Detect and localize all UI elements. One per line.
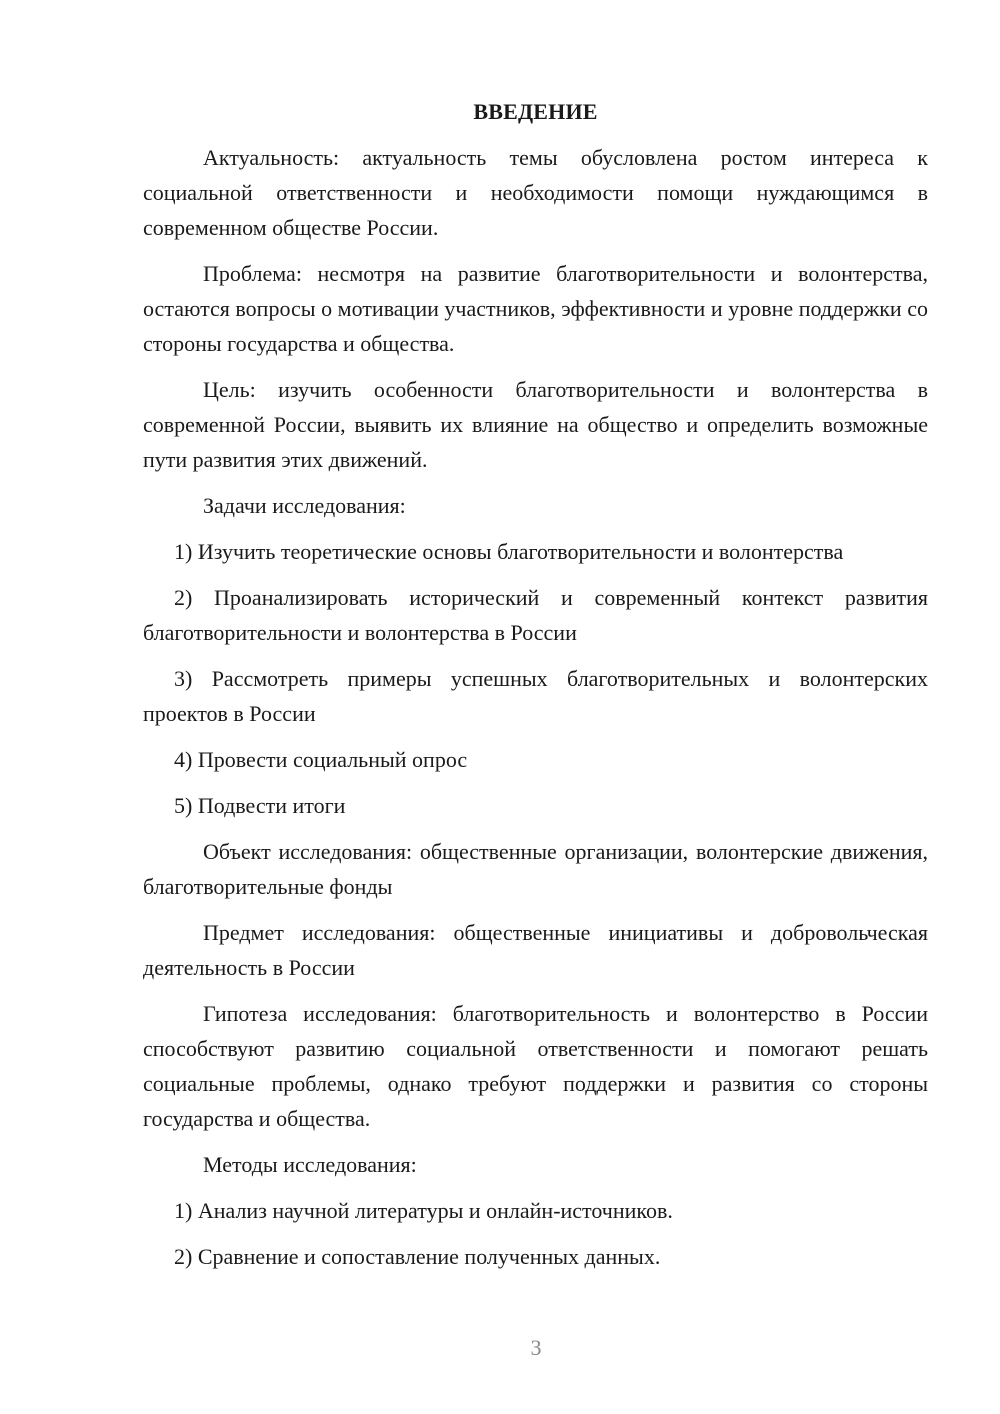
method-item-2: 2) Сравнение и сопоставление полученных данных. xyxy=(174,1244,661,1269)
section-title: ВВЕДЕНИЕ xyxy=(473,99,598,124)
paragraph-relevance: Актуальность: актуальность темы обусловлена ростом интереса к социальной ответственности и необходимости помощи нуждающимся в современном обществе России. xyxy=(143,145,928,240)
page-number: 3 xyxy=(530,1335,542,1360)
paragraph-methods-heading: Методы исследования: xyxy=(203,1152,417,1177)
document-page xyxy=(143,94,928,1285)
paragraph-subject: Предмет исследования: общественные инициативы и добровольческая деятельность в России xyxy=(143,920,928,980)
task-item-1: 1) Изучить теоретические основы благотворительности и волонтерства xyxy=(174,539,844,564)
task-item-2: 2) Проанализировать исторический и современный контекст развития благотворительности и волонтерства в России xyxy=(143,585,928,645)
task-item-5: 5) Подвести итоги xyxy=(174,793,346,818)
paragraph-goal: Цель: изучить особенности благотворительности и волонтерства в современной России, выявить их влияние на общество и определить возможные пути развития этих движений. xyxy=(143,377,928,472)
paragraph-tasks-heading: Задачи исследования: xyxy=(203,493,406,518)
method-item-1: 1) Анализ научной литературы и онлайн-источников. xyxy=(174,1198,673,1223)
paragraph-hypothesis: Гипотеза исследования: благотворительность и волонтерство в России способствуют развитию социальной ответственности и помогают решать социальные проблемы, однако требуют поддержки и развития со стороны государства и общества. xyxy=(143,1001,928,1131)
task-item-3: 3) Рассмотреть примеры успешных благотворительных и волонтерских проектов в России xyxy=(143,666,928,726)
task-item-4: 4) Провести социальный опрос xyxy=(174,747,468,772)
paragraph-object: Объект исследования: общественные организации, волонтерские движения, благотворительные фонды xyxy=(143,839,928,899)
paragraph-problem: Проблема: несмотря на развитие благотворительности и волонтерства, остаются вопросы о мотивации участников, эффективности и уровне поддержки со стороны государства и общества. xyxy=(143,261,928,356)
